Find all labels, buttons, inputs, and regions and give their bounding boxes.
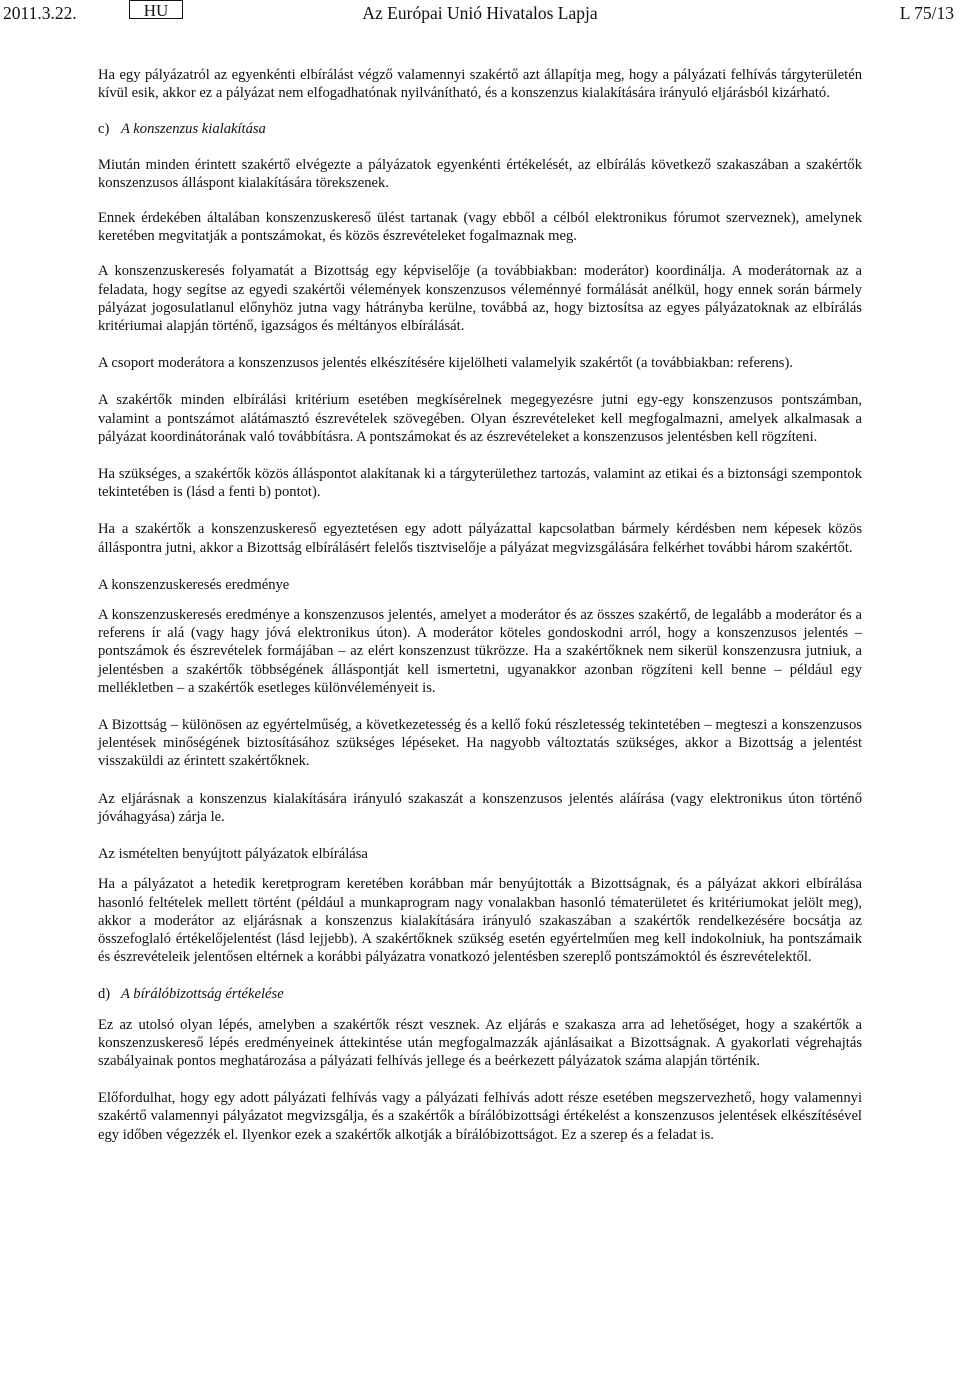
journal-title: Az Európai Unió Hivatalos Lapja (362, 3, 598, 23)
section-d-title: A bírálóbizottság értékelése (121, 986, 284, 1003)
section-c-title: A konszenzus kialakítása (121, 121, 266, 138)
paragraph-9: A konszenzuskeresés eredménye a konszenzusos jelentés, amelyet a moderátor és az összes szakértő, de legalább a moderátor és a referens ír alá (vagy hagy jóvá elektronikus úton). A moderátor köteles gondoskodni arról, hogy a konszenzusos jelentés – pontszámok és észrevételek formájában – az elért konszenzust tükrözze. Ha a szakértőknek nem sikerül konszenzusra jutniuk, a jelentésben a szakértők többségének álláspontját kell ismertetni, ugyanakkor azonban rögzíteni kell benne – például egy mellékletben – a szakértők esetleges különvéleményeit is. (98, 607, 862, 696)
paragraph-1: Ha egy pályázatról az egyenkénti elbírálást végző valamennyi szakértő azt állapítja meg, hogy a pályázati felhívás tárgyterületén kívül esik, akkor ez a pályázat nem elfogadhatónak nyilvánítható, és a konszenzus kialakítására irányuló eljárásból kizárható. (98, 67, 862, 102)
subheading-consensus-result: A konszenzuskeresés eredménye (98, 576, 290, 593)
language-badge: HU (129, 0, 183, 19)
document-body (98, 66, 862, 1144)
paragraph-2: Miután minden érintett szakértő elvégezte a pályázatok egyenkénti értékelését, az elbírálás következő szakaszában a szakértők konszenzusos álláspont kialakítására törekszenek. (98, 156, 862, 191)
paragraph-3: Ennek érdekében általában konszenzuskereső ülést tartanak (vagy ebből a célból elektronikus fórumot szerveznek), amelynek keretében megvitatják a pontszámokat, és közös észrevételeket fogalmaznak meg. (98, 210, 862, 245)
paragraph-11: Az eljárásnak a konszenzus kialakítására irányuló szakaszát a konszenzusos jelentés aláírása (vagy elektronikus úton történő jóváhagyása) zárja le. (98, 790, 862, 825)
paragraph-10: A Bizottság – különösen az egyértelműség, a következetesség és a kellő fokú részletesség tekintetében – megteszi a konszenzusos jelentések minőségének biztosításához szükséges lépéseket. Ha nagyobb változtatás szükséges, akkor a Bizottság a jelentést visszaküldi az érintett szakértőknek. (98, 717, 862, 770)
section-c-heading (98, 120, 862, 138)
paragraph-5: A csoport moderátora a konszenzusos jelentés elkészítésére kijelölheti valamelyik szakértőt (a továbbiakban: referens). (98, 355, 793, 372)
page-number: L 75/13 (899, 3, 954, 23)
subheading-resubmitted-proposals: Az ismételten benyújtott pályázatok elbírálása (98, 846, 368, 863)
section-d-heading (98, 985, 862, 1003)
page-header (0, 0, 960, 30)
section-d-letter: d) (98, 986, 111, 1003)
publication-date: 2011.3.22. (3, 3, 77, 23)
paragraph-4: A konszenzuskeresés folyamatát a Bizottság egy képviselője (a továbbiakban: moderátor) koordinálja. A moderátornak az a feladata, hogy segítse az egyedi szakértői vélemények konszenzusos véleménnyé formálását anélkül, hogy ennek során bármely pályázat jogosulatlanul előnyhöz jutna vagy hátrányba kerülne, továbbá az, hogy biztosítsa az egyes pályázatoknak az elbírálás kritériumai alapján történő, igazságos és méltányos elbírálását. (98, 263, 862, 335)
paragraph-12: Ha a pályázatot a hetedik keretprogram keretében korábban már benyújtották a Bizottságnak, és a pályázat akkori elbírálása hasonló feltételek mellett történt (például a munkaprogram nagy vonalakban hasonló tématerületet és kritériumokat jelölt meg), akkor a moderátor az eljárásnak a konszenzus kialakítására irányuló szakaszában a szakértők rendelkezésére bocsátja az összefoglaló értékelőjelentést (lásd lejjebb). A szakértőknek szükség esetén egyértelműen meg kell indokolniuk, ha pontszámaik és észrevételeik jelentősen eltérnek a korábbi pályázatra vonatkozó jelentésben szereplő pontszámoktól és észrevételektől. (98, 876, 862, 966)
paragraph-7: Ha szükséges, a szakértők közös álláspontot alakítanak ki a tárgyterülethez tartozás, valamint az etikai és a biztonsági szempontok tekintetében is (lásd a fenti b) pontot). (98, 466, 862, 501)
paragraph-13: Ez az utolsó olyan lépés, amelyben a szakértők részt vesznek. Az eljárás e szakasza arra ad lehetőséget, hogy a szakértők a konszenzuskereső lépés eredményeinek áttekintése után megfogalmazzák ajánlásaikat a Bizottságnak. A gyakorlati végrehajtás szabályainak pontos meghatározása a pályázati felhívás jellege és a beérkezett pályázatok száma alapján történik. (98, 1016, 862, 1069)
paragraph-8: Ha a szakértők a konszenzuskereső egyeztetésen egy adott pályázattal kapcsolatban bármely kérdésben nem képesek közös álláspontra jutni, akkor a Bizottság elbírálásért felelős tisztviselője a pályázat megvizsgálására felkérhet további három szakértőt. (98, 521, 862, 556)
paragraph-14: Előfordulhat, hogy egy adott pályázati felhívás vagy a pályázati felhívás adott része esetében megszervezhető, hogy valamennyi szakértő valamennyi pályázatot megvizsgálja, és a szakértők a bírálóbizottsági értékelést a konszenzusos jelentések elkészítésével egy időben végezzék el. Ilyenkor ezek a szakértők alkotják a bírálóbizottságot. Ez a szerep és a feladat is. (98, 1090, 862, 1143)
section-c-letter: c) (98, 121, 110, 138)
paragraph-6: A szakértők minden elbírálási kritérium esetében megkísérelnek megegyezésre jutni egy-egy konszenzusos pontszámban, valamint a pontszámot alátámasztó észrevételek szövegében. Olyan észrevételeket kell megfogalmazni, amelyek alkalmasak a pályázat koordinátorának való továbbításra. A pontszámokat és az észrevételeket a konszenzusos jelentésben kell rögzíteni. (98, 392, 862, 445)
